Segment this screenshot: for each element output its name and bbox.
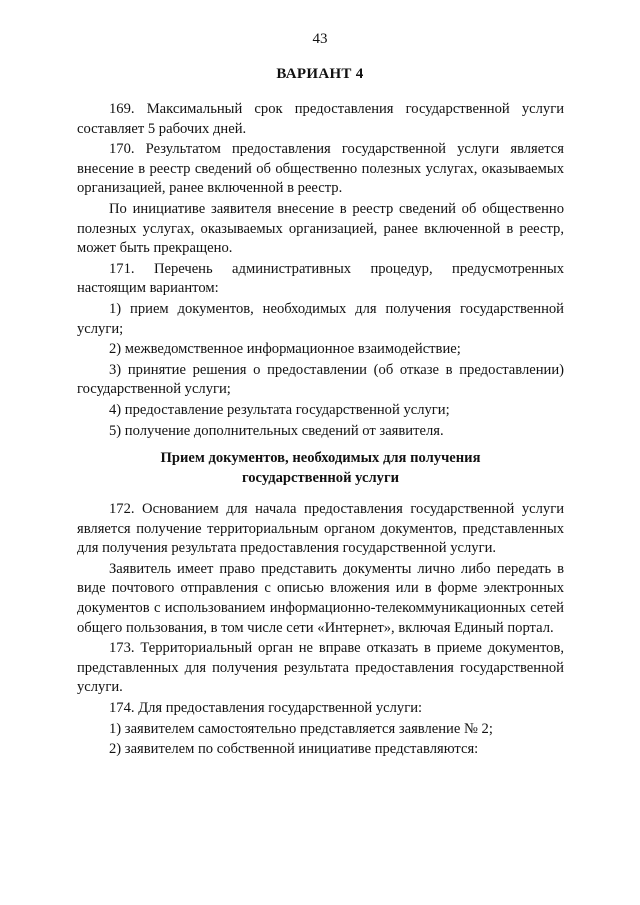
text-block-2 bbox=[77, 500, 564, 760]
paragraph-applicant-right: Заявитель имеет право представить документы лично либо передать в виде почтового отправления с описью вложения или в форме электронных документов с использованием информационно-телекоммуникационных сетей общего пользования, в том числе сети «Интернет», включая Единый портал. bbox=[77, 560, 564, 636]
paragraph-170: 170. Результатом предоставления государственной услуги является внесение в реестр сведений об общественно полезных услугах, оказываемых организацией, ранее включенной в реестр. bbox=[77, 141, 564, 197]
list-item-5: 5) получение дополнительных сведений от заявителя. bbox=[109, 422, 444, 439]
paragraph-174: 174. Для предоставления государственной услуги: bbox=[109, 699, 423, 716]
paragraph-172: 172. Основанием для начала предоставления государственной услуги является получение территориальным органом документов, представленных для получения результата предоставления государственной услуги. bbox=[77, 501, 564, 557]
paragraph-initiative: По инициативе заявителя внесение в реестр сведений об общественно полезных услугах, оказываемых организацией, ранее включенной в реестр, может быть прекращено. bbox=[77, 200, 564, 257]
section-heading bbox=[77, 449, 564, 488]
section-heading-line-1: Прием документов, необходимых для получения bbox=[160, 450, 481, 466]
list-item-174-2: 2) заявителем по собственной инициативе представляются: bbox=[109, 741, 479, 758]
paragraph-171: 171. Перечень административных процедур, предусмотренных настоящим вариантом: bbox=[77, 260, 564, 297]
list-item-174-1: 1) заявителем самостоятельно представляется заявление № 2; bbox=[109, 720, 493, 737]
list-item-3: 3) принятие решения о предоставлении (об отказе в предоставлении) государственной услуги; bbox=[77, 361, 564, 398]
variant-title: ВАРИАНТ 4 bbox=[276, 66, 364, 82]
list-item-4: 4) предоставление результата государственной услуги; bbox=[109, 401, 450, 418]
list-item-1: 1) прием документов, необходимых для получения государственной услуги; bbox=[77, 300, 564, 337]
page-number: 43 bbox=[312, 31, 328, 47]
text-block-1 bbox=[77, 100, 564, 441]
section-heading-line-2: государственной услуги bbox=[241, 469, 400, 486]
paragraph-173: 173. Территориальный орган не вправе отказать в приеме документов, представленных для получения результата предоставления государственной услуги. bbox=[77, 640, 564, 696]
paragraph-169: 169. Максимальный срок предоставления государственной услуги составляет 5 рабочих дней. bbox=[77, 101, 564, 137]
list-item-2: 2) межведомственное информационное взаимодействие; bbox=[109, 341, 461, 358]
